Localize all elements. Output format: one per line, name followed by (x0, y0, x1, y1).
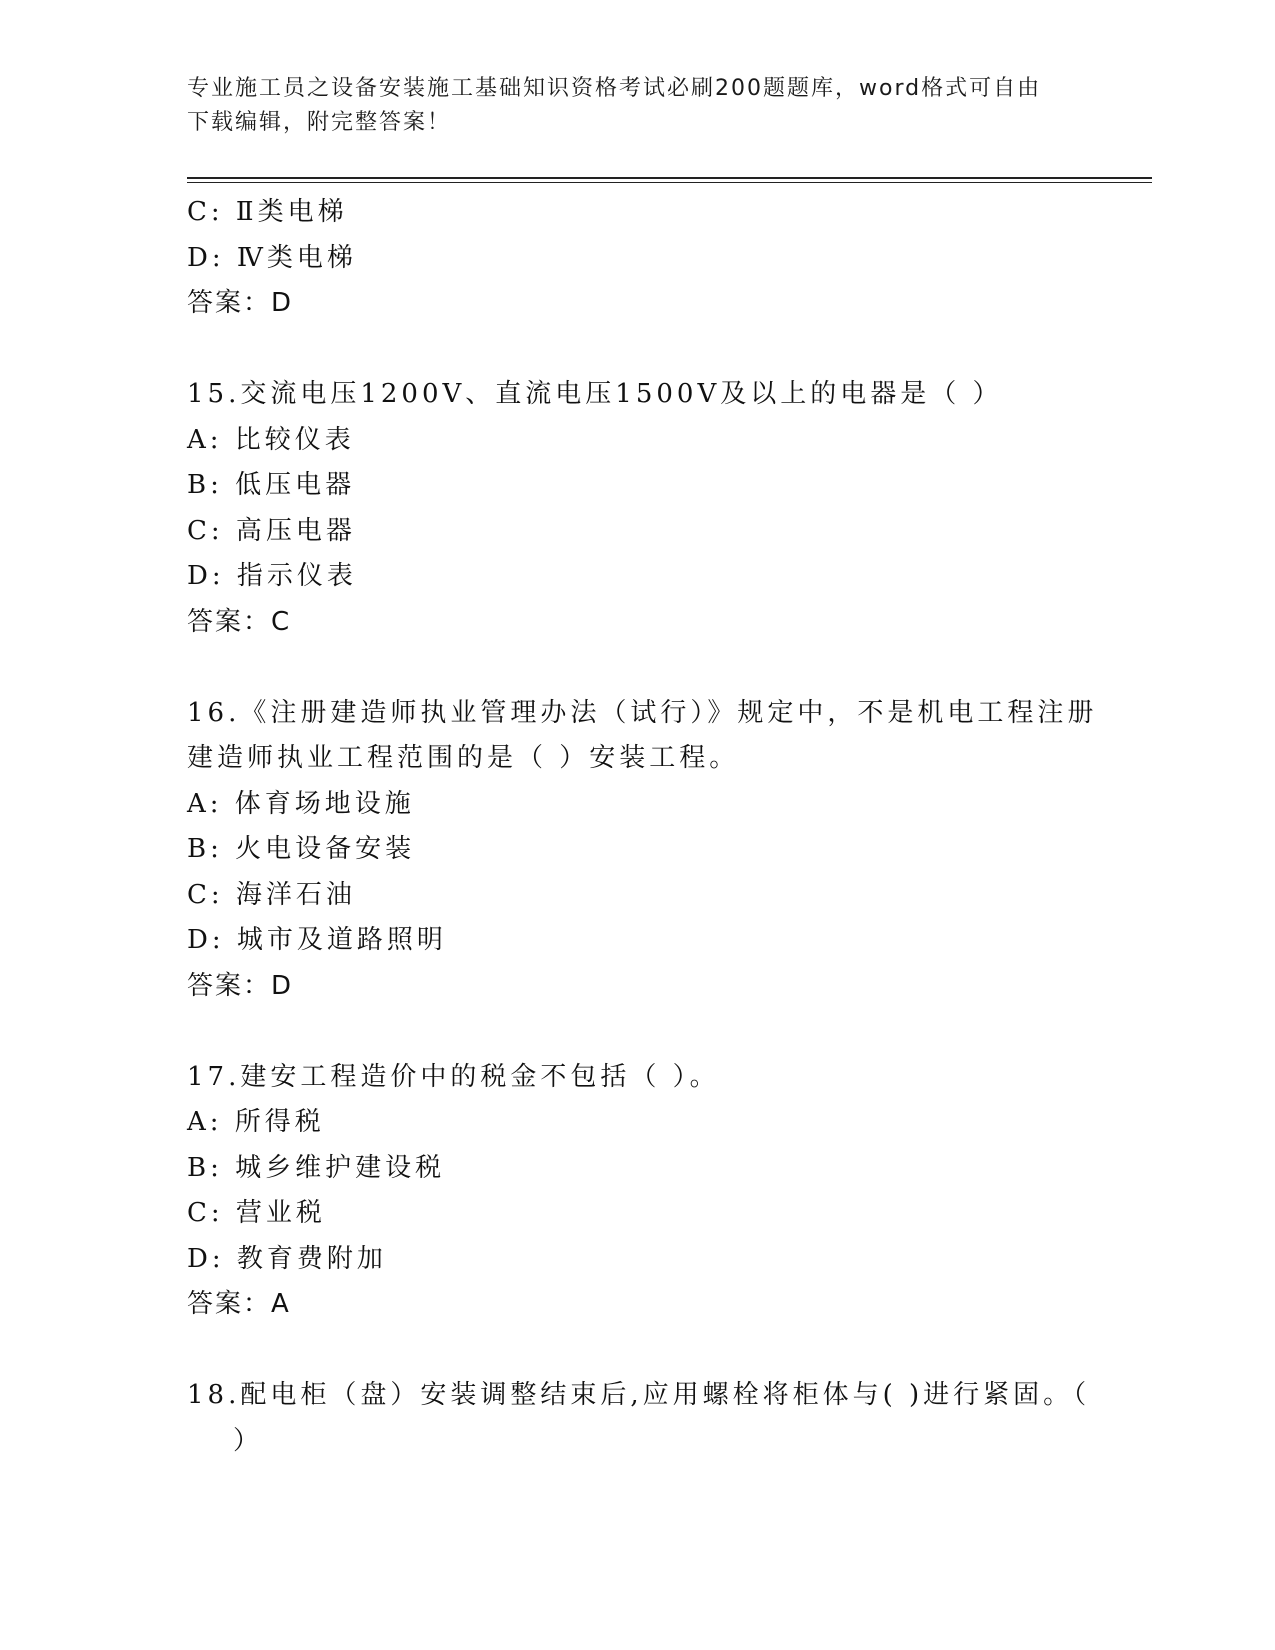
header-rule (187, 177, 1152, 179)
header-rule-thin (187, 182, 1152, 183)
spacer (187, 327, 1087, 373)
document-header (187, 72, 1067, 140)
spacer (187, 645, 1087, 691)
header-line-2: 下载编辑，附完整答案！ (187, 110, 452, 135)
option-line: C: 高压电器 (187, 515, 356, 546)
option-line: C: 营业税 (187, 1198, 326, 1228)
spacer (187, 1009, 1087, 1055)
question-text: 17.建安工程造价中的税金不包括（ ）。 (187, 1061, 720, 1092)
option-line: D: 教育费附加 (187, 1243, 387, 1274)
question-list (187, 190, 1098, 1464)
answer-line: 答案：D (187, 970, 294, 1001)
answer-line: 答案：D (187, 288, 294, 318)
question-text-continued: 建造师执业工程范围的是（ ）安装工程。 (187, 743, 740, 773)
option-line: D: Ⅳ类电梯 (187, 242, 357, 273)
option-line: A: 比较仪表 (187, 424, 355, 455)
question-text-continued: ） (233, 1425, 264, 1456)
question-text: 15.交流电压1200V、直流电压1500V及以上的电器是（ ） (187, 379, 1003, 409)
option-line: C: Ⅱ类电梯 (187, 197, 348, 227)
option-line: D: 城市及道路照明 (187, 925, 447, 955)
answer-line: 答案：A (187, 1289, 291, 1319)
spacer (187, 1328, 1087, 1374)
header-line-1: 专业施工员之设备安装施工基础知识资格考试必刷200题题库，word格式可自由 (187, 76, 1042, 101)
option-line: A: 所得税 (187, 1107, 325, 1137)
option-line: C: 海洋石油 (187, 879, 356, 910)
question-text: 16.《注册建造师执业管理办法（试行）》规定中，不是机电工程注册 (187, 697, 1098, 728)
option-line: B: 火电设备安装 (187, 834, 416, 864)
option-line: A: 体育场地设施 (187, 788, 415, 819)
question-text: 18.配电柜（盘）安装调整结束后,应用螺栓将柜体与( )进行紧固。（ (187, 1380, 1091, 1410)
option-line: D: 指示仪表 (187, 561, 357, 591)
option-line: B: 低压电器 (187, 470, 356, 500)
answer-line: 答案：C (187, 606, 292, 637)
option-line: B: 城乡维护建设税 (187, 1152, 446, 1183)
